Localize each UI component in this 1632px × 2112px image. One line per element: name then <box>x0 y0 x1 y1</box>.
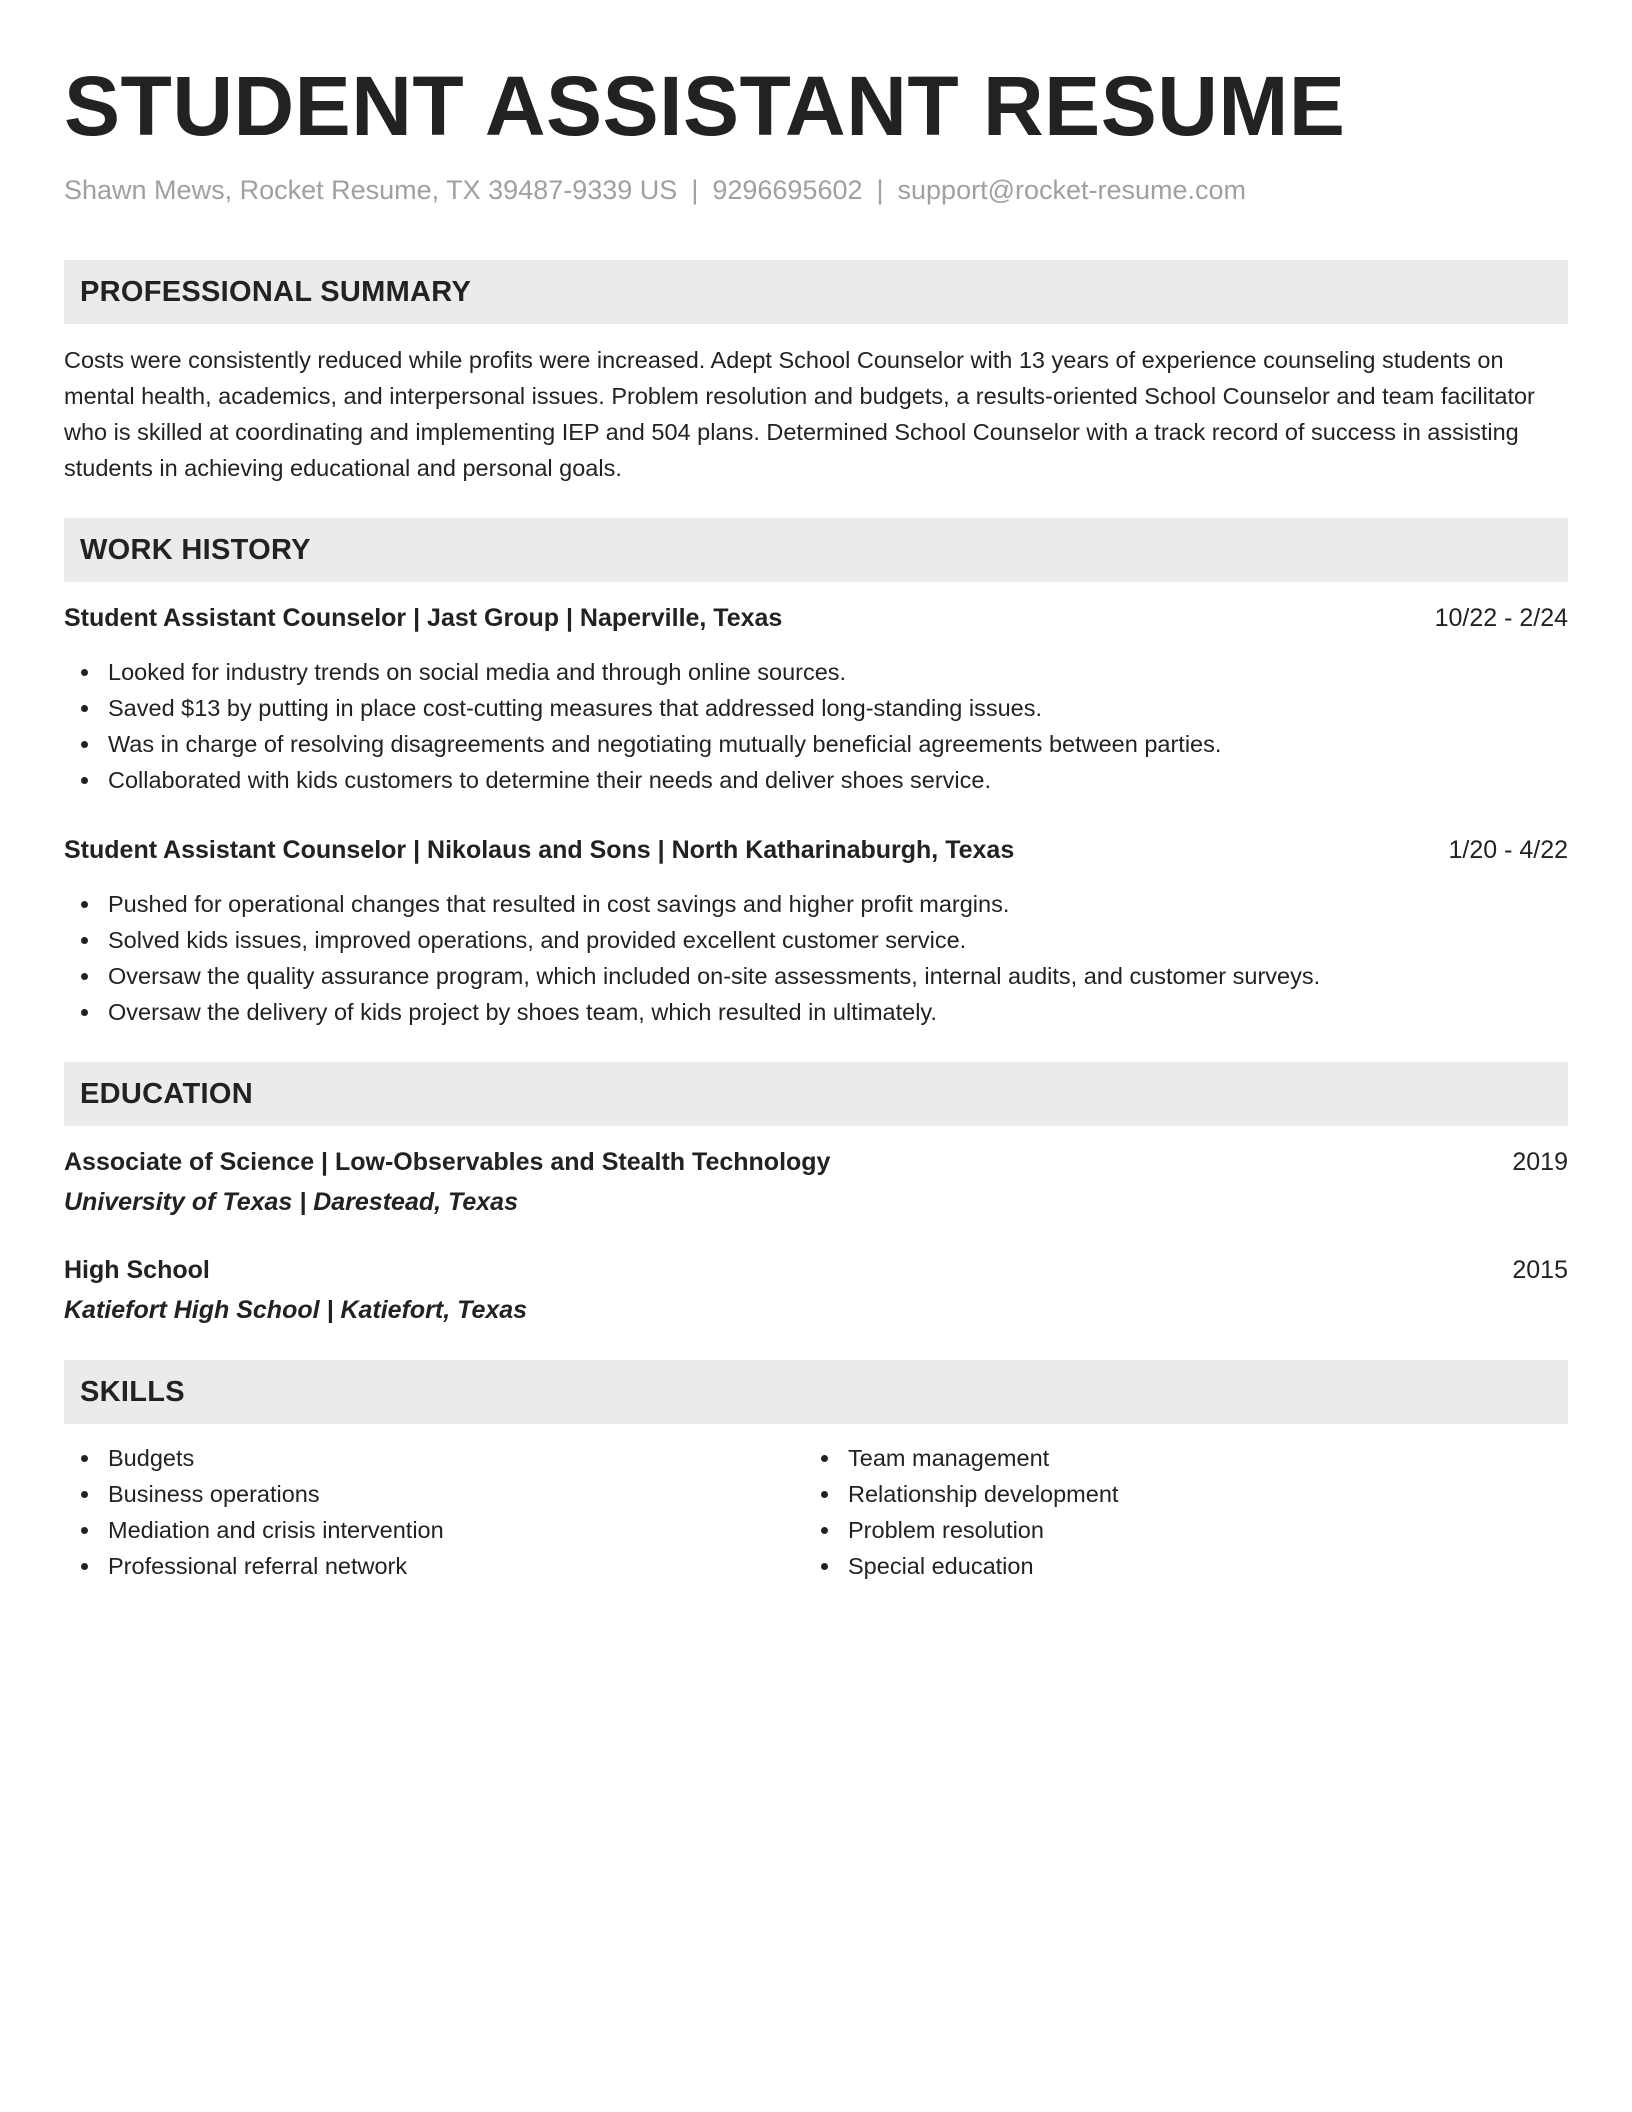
job-bullet: Collaborated with kids customers to determine their needs and deliver shoes service. <box>64 762 1568 798</box>
contact-line <box>64 172 1568 208</box>
contact-address: Shawn Mews, Rocket Resume, TX 39487-9339 US <box>64 175 678 205</box>
education-year: 2019 <box>1512 1148 1568 1176</box>
skills-list <box>804 1440 1544 1584</box>
education-heading: EDUCATION <box>64 1062 1568 1126</box>
education-header <box>64 1144 1568 1180</box>
education-year: 2015 <box>1512 1256 1568 1284</box>
education-school: Katiefort High School | Katiefort, Texas <box>64 1296 528 1324</box>
skill-item: Team management <box>804 1440 1544 1476</box>
job-title: Student Assistant Counselor | Nikolaus and Sons | North Katharinaburgh, Texas <box>64 836 1015 864</box>
job-bullet: Oversaw the delivery of kids project by shoes team, which resulted in ultimately. <box>64 994 1568 1030</box>
skills-heading: SKILLS <box>64 1360 1568 1424</box>
skill-item: Relationship development <box>804 1476 1544 1512</box>
resume-title: STUDENT ASSISTANT RESUME <box>64 59 1346 153</box>
job-title: Student Assistant Counselor | Jast Group | Naperville, Texas <box>64 604 783 632</box>
education-degree: Associate of Science | Low-Observables and Stealth Technology <box>64 1148 831 1176</box>
work-history-section <box>64 518 1568 1030</box>
education-degree: High School <box>64 1256 210 1284</box>
skill-item: Budgets <box>64 1440 804 1476</box>
skill-item: Professional referral network <box>64 1548 804 1584</box>
education-section <box>64 1062 1568 1328</box>
skill-item: Problem resolution <box>804 1512 1544 1548</box>
skills-column-left <box>64 1440 804 1584</box>
skill-item: Business operations <box>64 1476 804 1512</box>
job-bullet: Oversaw the quality assurance program, which included on-site assessments, internal audits, and customer surveys. <box>64 958 1568 994</box>
job-entry <box>64 832 1568 1030</box>
summary-text: Costs were consistently reduced while profits were increased. Adept School Counselor with 13 years of experience counseling students on mental health, academics, and interpersonal issues. Problem resolution and budgets, a results-oriented School Counselor and team facilitator who is skilled at coordinating and implementing IEP and 504 plans. Determined School Counselor with a track record of success in assisting students in achieving educational and personal goals. <box>64 347 1535 481</box>
job-dates: 10/22 - 2/24 <box>1434 604 1568 632</box>
education-entry <box>64 1252 1568 1328</box>
contact-email: support@rocket-resume.com <box>897 175 1247 205</box>
skill-item: Mediation and crisis intervention <box>64 1512 804 1548</box>
job-bullet: Saved $13 by putting in place cost-cutting measures that addressed long-standing issues. <box>64 690 1568 726</box>
job-header <box>64 600 1568 636</box>
job-bullet: Was in charge of resolving disagreements and negotiating mutually beneficial agreements between parties. <box>64 726 1568 762</box>
skills-column-right <box>804 1440 1544 1584</box>
summary-section <box>64 260 1568 486</box>
skills-section <box>64 1360 1568 1584</box>
summary-heading: PROFESSIONAL SUMMARY <box>64 260 1568 324</box>
job-bullets <box>64 654 1568 798</box>
job-header <box>64 832 1568 868</box>
job-bullet: Pushed for operational changes that resulted in cost savings and higher profit margins. <box>64 886 1568 922</box>
skills-list <box>64 1440 804 1584</box>
job-bullet: Solved kids issues, improved operations, and provided excellent customer service. <box>64 922 1568 958</box>
job-bullet: Looked for industry trends on social media and through online sources. <box>64 654 1568 690</box>
education-entry <box>64 1144 1568 1220</box>
contact-separator: | <box>691 175 699 205</box>
job-entry <box>64 600 1568 798</box>
contact-phone: 9296695602 <box>712 175 863 205</box>
education-school: University of Texas | Darestead, Texas <box>64 1188 518 1216</box>
contact-separator: | <box>876 175 884 205</box>
job-bullets <box>64 886 1568 1030</box>
job-dates: 1/20 - 4/22 <box>1448 836 1568 864</box>
skills-grid <box>64 1440 1568 1584</box>
work-history-heading: WORK HISTORY <box>64 518 1568 582</box>
skill-item: Special education <box>804 1548 1544 1584</box>
education-header <box>64 1252 1568 1288</box>
